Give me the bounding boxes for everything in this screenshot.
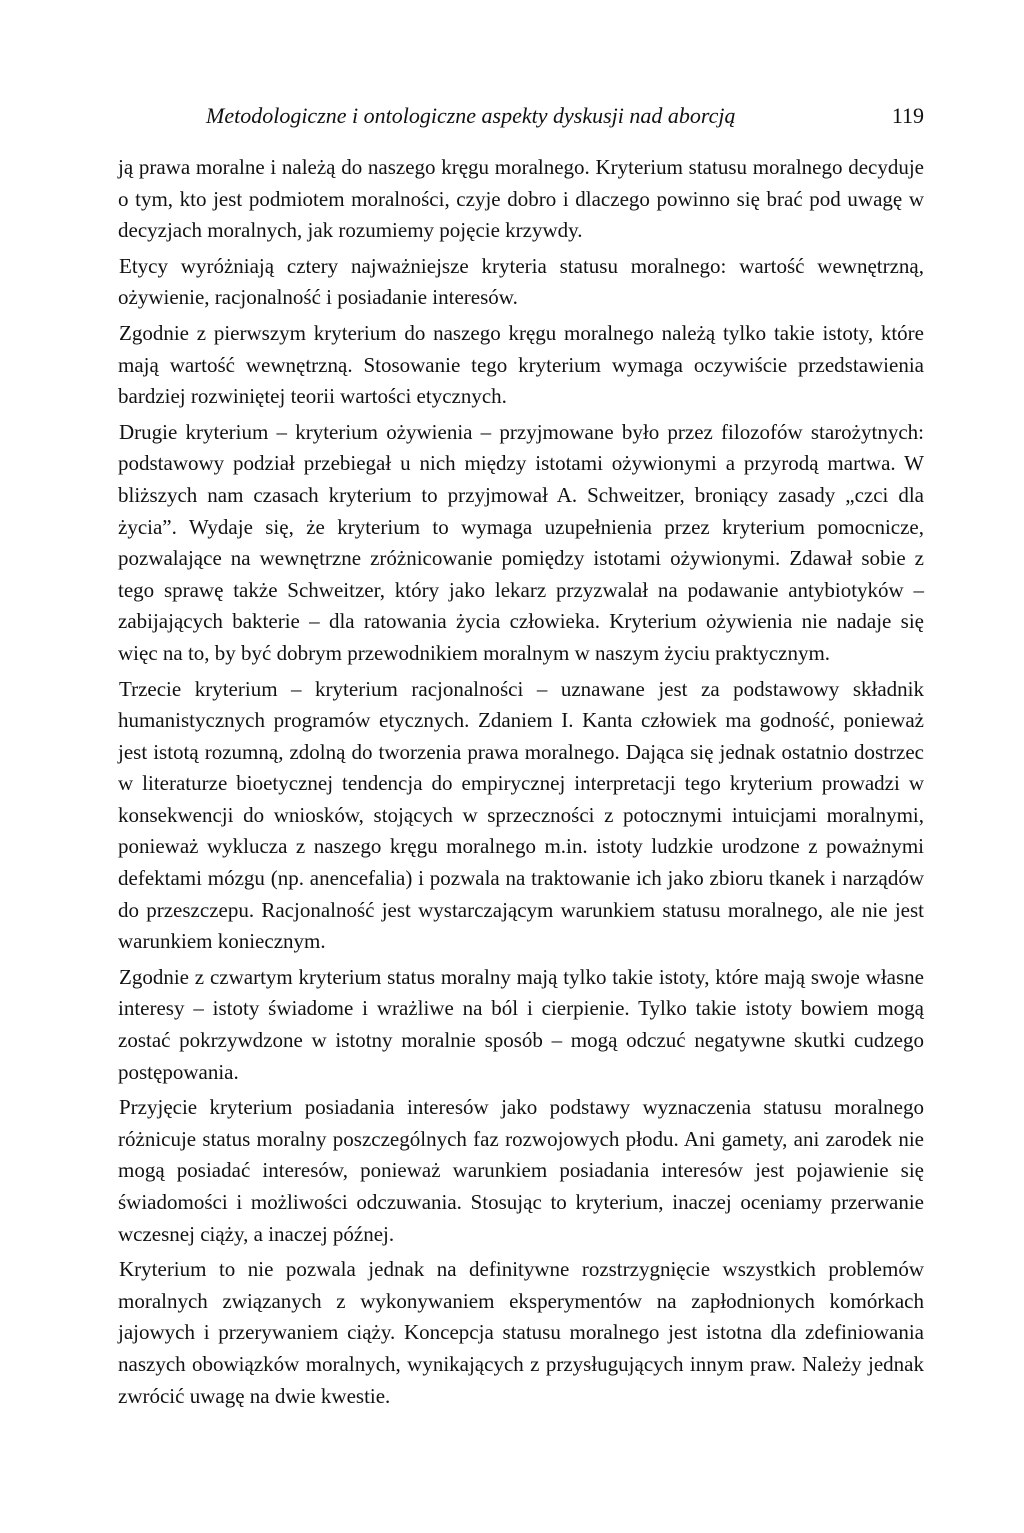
- book-page: [118, 96, 924, 1416]
- paragraph-first-criterion: Zgodnie z pierwszym kryterium do naszego kręgu moralnego należą tylko takie istoty, które mają wartość wewnętrzną. Stosowanie tego kryterium wymaga oczywiście przedstawienia bardziej rozwiniętej teorii wartości etycznych.: [118, 320, 924, 409]
- running-head: [118, 96, 924, 136]
- paragraph-criteria-overview: Etycy wyróżniają cztery najważniejsze kryteria statusu moralnego: wartość wewnętrzną, ożywienie, racjonalność i posiadanie interesów.: [118, 253, 924, 310]
- paragraph-fourth-criterion: Zgodnie z czwartym kryterium status moralny mają tylko takie istoty, które mają swoje własne interesy – istoty świadome i wrażliwe na ból i cierpienie. Tylko takie istoty bowiem mogą zostać pokrzywdzone w istotny moralnie sposób – mogą odczuć negatywne skutki cudzego postępowania.: [118, 964, 924, 1084]
- paragraph-continuation: ją prawa moralne i należą do naszego kręgu moralnego. Kryterium statusu moralnego decyduje o tym, kto jest podmiotem moralności, czyje dobro i dlaczego powinno się brać pod uwagę w decyzjach moralnych, jak rozumiemy pojęcie krzywdy.: [118, 155, 924, 243]
- body-text: [118, 152, 924, 1412]
- paragraph-second-criterion: Drugie kryterium – kryterium ożywienia – przyjmowane było przez filozofów starożytnych: podstawowy podział przebiegał u nich między istotami ożywionymi a przyrodą martwa. W bliższych nam czasach kryterium to przyjmował A. Schweitzer, broniący zasady „czci dla życia”. Wydaje się, że kryterium to wymaga uzupełnienia przez kryterium pomocnicze, pozwalające na wewnętrzne zróżnicowanie pomiędzy istotami ożywionymi. Zdawał sobie z tego sprawę także Schweitzer, który jako lekarz przyzwalał na podawanie antybiotyków – zabijających bakterie – dla ratowania życia człowieka. Kryterium ożywienia nie nadaje się więc na to, by być dobrym przewodnikiem moralnym w naszym życiu praktycznym.: [118, 419, 924, 665]
- paragraph-conclusion: Kryterium to nie pozwala jednak na definitywne rozstrzygnięcie wszystkich problemów moralnych związanych z wykonywaniem eksperymentów na zapłodnionych komórkach jajowych i przerywaniem ciąży. Koncepcja statusu moralnego jest istotna dla zdefiniowania naszych obowiązków moralnych, wynikających z przysługujących innym praw. Należy jednak zwrócić uwagę na dwie kwestie.: [118, 1257, 924, 1408]
- running-title: Metodologiczne i ontologiczne aspekty dyskusji nad aborcją: [206, 103, 736, 128]
- paragraph-third-criterion: Trzecie kryterium – kryterium racjonalności – uznawane jest za podstawowy składnik humanistycznych programów etycznych. Zdaniem I. Kanta człowiek ma godność, ponieważ jest istotą rozumną, zdolną do tworzenia prawa moralnego. Dająca się jednak ostatnio dostrzec w literaturze bioetycznej tendencja do empirycznej interpretacji tego kryterium prowadzi w konsekwencji do wniosków, stojących w sprzeczności z potocznymi intuicjami moralnymi, ponieważ wyklucza z naszego kręgu moralnego m.in. istoty ludzkie urodzone z poważnymi defektami mózgu (np. anencefalia) i pozwala na traktowanie ich jako zbioru tkanek i narządów do przeszczepu. Racjonalność jest wystarczającym warunkiem statusu moralnego, ale nie jest warunkiem koniecznym.: [118, 676, 924, 954]
- page-number: 119: [891, 103, 924, 128]
- paragraph-interests-criterion: Przyjęcie kryterium posiadania interesów jako podstawy wyznaczenia statusu moralnego różnicuje status moralny poszczególnych faz rozwojowych płodu. Ani gamety, ani zarodek nie mogą posiadać interesów, ponieważ warunkiem posiadania interesów jest pojawienie się świadomości i możliwości odczuwania. Stosując to kryterium, inaczej oceniamy przerwanie wczesnej ciąży, a inaczej późnej.: [118, 1095, 924, 1246]
